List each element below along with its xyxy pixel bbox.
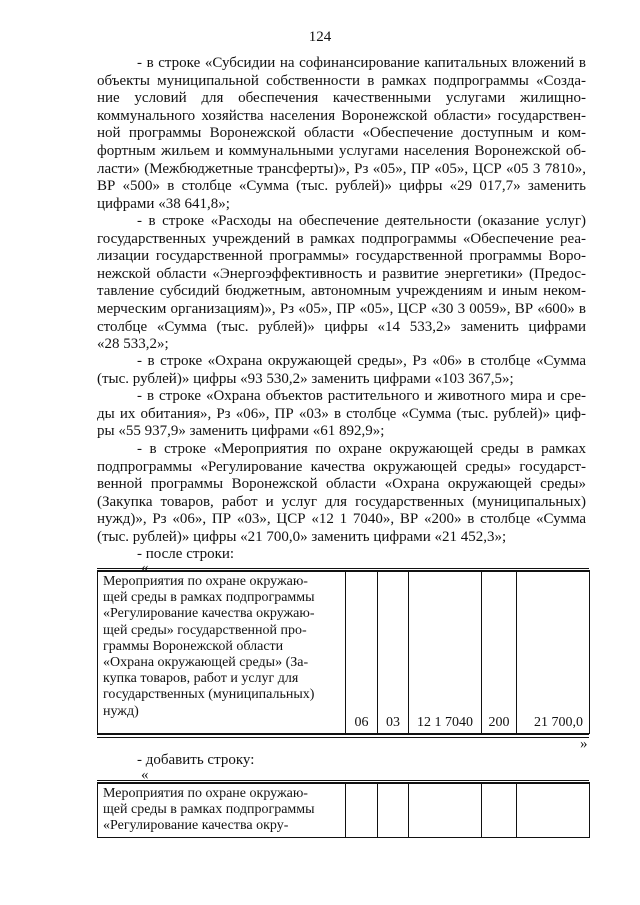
text-line: нежской области «Энергоэффективность и развитие энергетики» (Предос- xyxy=(97,265,586,282)
text-line: подпрограммы «Регулирование качества окружающей среды» государст- xyxy=(97,458,586,475)
cell-line: государственных (муниципальных) xyxy=(103,687,315,703)
text-line: столбце «Сумма (тыс. рублей)» цифры «14 533,2» заменить цифрами xyxy=(97,318,586,335)
rz-cell xyxy=(346,783,378,838)
text-line: - в строке «Субсидии на софинансирование капитальных вложений в xyxy=(137,55,586,71)
vr-cell: 200 xyxy=(482,571,517,734)
close-quote: » xyxy=(580,736,588,752)
cell-line: купка товаров, работ и услуг для xyxy=(103,671,299,687)
table-bottom-border xyxy=(97,734,589,738)
text-line: объекты муниципальной собственности в рамках подпрограммы «Созда- xyxy=(97,72,586,89)
row-name-cell xyxy=(98,783,346,838)
cell-line: «Охрана окружающей среды» (За- xyxy=(103,655,309,671)
page-number: 124 xyxy=(308,29,332,45)
paragraph-subsidies xyxy=(97,55,586,213)
text-line: - в строке «Мероприятия по охране окружающей среды в рамках xyxy=(137,441,586,457)
cell-line: нужд) xyxy=(103,703,139,719)
text-line: (Закупка товаров, работ и услуг для государственных (муниципальных) xyxy=(97,493,586,510)
text-line: цифрами «38 641,8»; xyxy=(97,195,230,212)
vr-cell xyxy=(482,783,517,838)
text-line: ры «55 937,9» заменить цифрами «61 892,9»; xyxy=(97,423,385,440)
text-line: фортным жильем и коммунальными услугами населения Воронежской об- xyxy=(97,142,586,159)
open-quote: « xyxy=(141,560,149,576)
text-line: лизации государственной программы» государственной программы Воро- xyxy=(97,248,586,265)
table-row xyxy=(98,783,590,838)
text-line: нужд)», Рз «06», ПР «03», ЦСР «12 1 7040», ВР «200» в столбце «Сумма xyxy=(97,511,586,528)
sum-cell: 21 700,0 xyxy=(517,571,590,734)
text-line: ние условий для обеспечения качественными услугами жилищно- xyxy=(97,90,586,107)
pr-cell xyxy=(378,783,409,838)
text-line: коммунального хозяйства населения Воронежской области» государствен- xyxy=(97,107,586,124)
text-line: венной программы Воронежской области «Охрана окружающей среды» xyxy=(97,476,586,493)
text-line: «28 533,2»; xyxy=(97,336,169,353)
sum-cell xyxy=(517,783,590,838)
text-line: ВР «500» в столбце «Сумма (тыс. рублей)» цифры «29 017,7» заменить xyxy=(97,178,586,195)
pr-cell: 03 xyxy=(378,571,409,734)
cell-line: Мероприятия по охране окружаю- xyxy=(103,786,308,801)
csr-cell: 12 1 7040 xyxy=(409,571,482,734)
text-line: тавление субсидий бюджетным, автономным учреждениям и иным неком- xyxy=(97,283,586,300)
text-line: ды их обитания», Рз «06», ПР «03» в столбце «Сумма (тыс. рублей)» циф- xyxy=(97,405,586,422)
paragraph-environment-protection xyxy=(97,353,586,388)
cell-line: граммы Воронежской области xyxy=(103,638,284,654)
text-line: - в строке «Расходы на обеспечение деятельности (оказание услуг) xyxy=(137,213,586,229)
text-line: ласти» (Межбюджетные трансферты)», Рз «05», ПР «05», ЦСР «05 3 7810», xyxy=(97,160,586,177)
row-name-cell xyxy=(98,571,346,734)
text-line: ной программы Воронежской области «Обеспечение доступным и ком- xyxy=(97,125,586,142)
text-line: (тыс. рублей)» цифры «93 530,2» заменить цифрами «103 367,5»; xyxy=(97,370,514,387)
paragraph-activity-expenses xyxy=(97,213,586,354)
text-line: - в строке «Охрана объектов растительного и животного мира и сре- xyxy=(137,388,586,404)
csr-cell xyxy=(409,783,482,838)
cell-line: «Регулирование качества окружаю- xyxy=(103,606,315,622)
after-row-label: - после строки: xyxy=(137,546,235,562)
table-row xyxy=(98,571,590,734)
text-line: государственных учреждений в рамках подпрограммы «Обеспечение реа- xyxy=(97,230,586,247)
existing-row-table xyxy=(97,570,590,734)
cell-line: «Регулирование качества окру- xyxy=(103,818,289,834)
cell-line: щей среды» государственной про- xyxy=(103,622,307,638)
text-line: мерческим организациям)», Рз «05», ПР «05», ЦСР «30 3 0059», ВР «600» в xyxy=(97,300,586,317)
paragraph-flora-fauna xyxy=(97,388,586,441)
text-line: - в строке «Охрана окружающей среды», Рз «06» в столбце «Сумма xyxy=(137,353,586,369)
new-row-table xyxy=(97,782,590,838)
text-line: (тыс. рублей)» цифры «21 700,0» заменить цифрами «21 452,3»; xyxy=(97,528,507,545)
open-quote: « xyxy=(141,767,149,783)
cell-line: щей среды в рамках подпрограммы xyxy=(103,802,315,818)
rz-cell: 06 xyxy=(346,571,378,734)
cell-line: Мероприятия по охране окружаю- xyxy=(103,574,308,589)
add-row-label: - добавить строку: xyxy=(137,752,255,768)
cell-line: щей среды в рамках подпрограммы xyxy=(103,590,315,606)
paragraph-environment-measures xyxy=(97,441,586,547)
